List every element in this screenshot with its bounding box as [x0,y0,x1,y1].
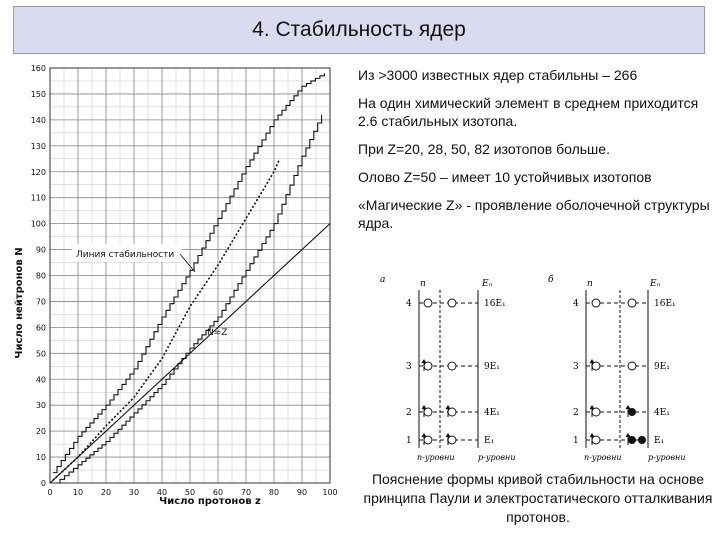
y-tick-label: 0 [40,479,46,488]
panel-b-p-levels: p-уровни [648,453,686,462]
panel-a-energy-1: E₁ [484,436,495,446]
y-tick-label: 70 [35,297,46,307]
panel-b-energy-1: E₁ [654,436,665,446]
panel-b-energy-3: 9E₁ [654,362,670,372]
series-upper-boundary [53,73,325,472]
y-tick-label: 100 [30,219,46,229]
y-tick-label: 160 [30,64,46,73]
y-tick-label: 120 [30,167,46,177]
panel-a-n-levels: n-уровни [417,453,455,462]
x-tick-label: 90 [296,488,308,497]
diagram-panel-a [380,275,515,462]
y-tick-label: 60 [35,323,46,333]
bullet-isotopes-average: На один химический элемент в среднем приходится 2.6 стабильных изотопа. [358,95,699,129]
annotation-n-equals-z: N=Z [207,328,228,338]
series-lower-boundary [56,115,322,483]
panel-b-n-header: n [587,279,593,289]
panel-a-n-header: n [420,279,426,289]
diagram-caption: Пояснение формы кривой стабильности на основе принципа Паули и электростатического отталкивания протонов. [363,471,713,525]
stability-chart [0,58,350,540]
y-tick-label: 40 [35,375,46,385]
panel-b-level-4: 4 [573,299,579,309]
panel-a-energy-2: 4E₁ [484,408,500,418]
panel-b-e-header: Eₙ [650,279,661,289]
x-axis-label: Число протонов z [159,496,261,507]
bullet-magic-z: «Магические Z» - проявление оболочечной структуры ядра. [358,197,710,231]
y-tick-label: 140 [30,115,46,125]
panel-a-energy-3: 9E₁ [484,362,500,372]
panel-a-level-2: 2 [406,408,412,418]
panel-a-letter: а [380,275,386,285]
slide-title: 4. Стабильность ядер [252,18,466,41]
x-tick-label: 60 [212,488,224,497]
x-tick-label: 70 [240,488,252,497]
y-tick-label: 90 [35,245,46,255]
panel-a-e-header: Eₙ [482,279,493,289]
annotation-arrow [180,254,195,272]
panel-a-level-4: 4 [406,299,412,309]
x-tick-label: 20 [100,488,112,497]
x-tick-label: 30 [128,488,140,497]
x-tick-label: 40 [156,488,168,497]
panel-b-letter: б [548,275,554,285]
x-tick-label: 0 [47,488,53,497]
x-tick-label: 100 [322,488,338,497]
y-axis-label: Число нейтронов N [14,247,25,359]
x-tick-label: 80 [268,488,280,497]
y-tick-label: 10 [35,453,46,463]
panel-b-level-2: 2 [573,408,579,418]
y-tick-label: 130 [30,141,46,151]
panel-a-level-3: 3 [406,362,412,372]
y-tick-label: 150 [30,89,46,99]
y-tick-label: 30 [35,401,46,411]
y-tick-label: 50 [35,349,46,359]
panel-b-n-levels: n-уровни [584,453,622,462]
panel-b-level-1: 1 [573,436,579,446]
panel-a-level-1: 1 [406,436,412,446]
y-tick-label: 80 [35,271,46,281]
bullet-list [358,66,713,242]
panel-b-energy-4: 16E₁ [654,299,676,309]
panel-a-energy-4: 16E₁ [484,299,506,309]
y-tick-label: 110 [30,193,46,203]
annotation-stability-line: Линия стабильности [76,250,175,260]
bullet-tin: Олово Z=50 – имеет 10 устойчивых изотопов [358,169,652,185]
bullet-stable-count: Из >3000 известных ядер стабильны – 266 [358,67,638,83]
series-stability-line [53,159,280,481]
panel-a-p-levels: p-уровни [478,453,516,462]
x-tick-label: 10 [72,488,84,497]
diagram-panel-b [548,274,685,462]
title-banner [13,6,705,54]
bullet-magic-numbers: При Z=20, 28, 50, 82 изотопов больше. [358,141,610,157]
x-tick-label: 50 [184,488,196,497]
panel-b-energy-2: 4E₁ [654,408,670,418]
y-tick-labels [31,64,46,488]
y-tick-label: 20 [35,427,46,437]
panel-b-level-3: 3 [573,362,579,372]
pauli-level-diagrams [362,268,718,466]
